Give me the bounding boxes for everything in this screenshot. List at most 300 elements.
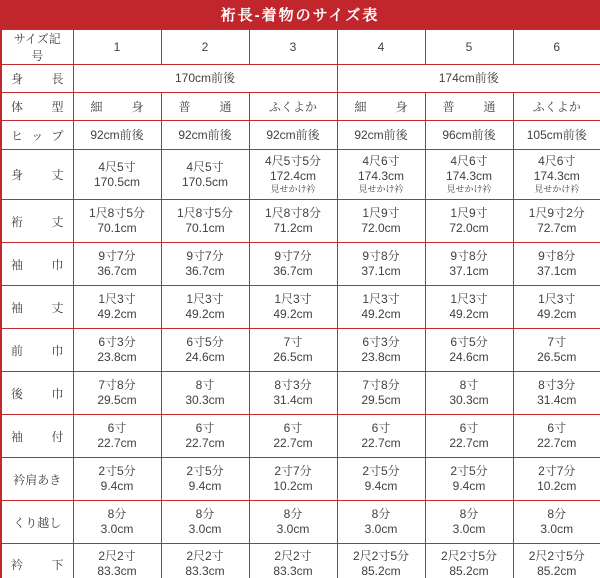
cell-value-sun: 8分 (107, 507, 127, 521)
table-cell (425, 93, 513, 121)
row-label (2, 213, 73, 230)
cell-value-sun: 6寸 (371, 421, 391, 435)
row-label-cell (1, 286, 73, 329)
table-cell (161, 415, 249, 458)
cell-value-cm: 23.8cm (97, 350, 137, 364)
table-cell (249, 415, 337, 458)
cell-value-sun: 6寸5分 (186, 335, 224, 349)
row-label (2, 342, 73, 359)
table-row (1, 415, 600, 458)
cell-value-sun: 1尺9寸2分 (528, 206, 585, 220)
cell-value-cm: 85.2cm (361, 564, 401, 578)
cell-value-cm: 83.3cm (273, 564, 313, 578)
table-row (1, 458, 600, 501)
cell-value-sun: 8寸3分 (274, 378, 312, 392)
cell-note: 見せかけ衿 (270, 184, 316, 194)
row-label-text: 身 (11, 168, 24, 182)
cell-text (514, 98, 600, 115)
cell-value-sun: 6寸3分 (98, 335, 136, 349)
table-row (1, 150, 600, 200)
cell-value-sun: 2寸5分 (450, 464, 488, 478)
cell-value-cm: 3.0cm (540, 522, 574, 536)
table-cell (249, 501, 337, 544)
cell-text (338, 98, 425, 115)
row-label (2, 98, 73, 115)
row-label-text: 巾 (51, 257, 64, 272)
table-cell (73, 415, 161, 458)
table-cell (249, 243, 337, 286)
cell-value-cm: 26.5cm (537, 350, 577, 364)
cell-value-sun: 1尺8寸8分 (264, 206, 322, 220)
table-cell (513, 372, 600, 415)
cell-value-sun: 2 (201, 39, 209, 54)
table-cell (513, 329, 600, 372)
cell-value-sun: 8分 (283, 507, 303, 521)
table-cell (425, 501, 513, 544)
cell-value-cm: 3.0cm (276, 522, 310, 536)
cell-value-sun: 9寸8分 (538, 249, 576, 263)
cell-value-sun: 6寸3分 (362, 335, 400, 349)
cell-value-sun: 8寸 (195, 378, 215, 392)
table-cell (73, 544, 161, 578)
cell-value-sun: 1尺3寸 (450, 292, 488, 306)
cell-value-cm: 83.3cm (185, 564, 225, 578)
table-cell (337, 458, 425, 501)
cell-text-segment: ふくよか (268, 100, 317, 114)
table-cell (513, 243, 600, 286)
cell-value-sun: 2尺2寸 (98, 549, 136, 564)
table-cell (161, 150, 249, 200)
cell-value-sun: 1尺3寸 (538, 292, 576, 306)
row-label-text: くり越し (13, 515, 62, 530)
table-cell (337, 200, 425, 243)
cell-value-cm: 174.3cm (357, 169, 405, 183)
cell-value-cm: 22.7cm (97, 436, 137, 450)
row-label-text: 前 (11, 343, 24, 358)
cell-value-cm: 3.0cm (100, 522, 134, 536)
cell-text-segment: 細 (354, 100, 367, 114)
cell-value-cm: 24.6cm (449, 350, 489, 364)
cell-value-cm: 23.8cm (361, 350, 401, 364)
row-label-cell (1, 544, 73, 578)
table-cell (161, 544, 249, 578)
cell-value-sun: 92cm前後 (90, 127, 144, 142)
table-cell (73, 29, 161, 65)
row-label-text: 身 (11, 72, 24, 86)
cell-value-cm: 9.4cm (364, 479, 398, 493)
row-label-cell (1, 150, 73, 200)
table-cell (337, 93, 425, 121)
row-label-text: ヒ (11, 128, 24, 143)
cell-value-cm: 29.5cm (97, 393, 137, 407)
cell-value-sun: 4 (377, 39, 385, 54)
table-row (1, 29, 600, 65)
row-label-cell (1, 243, 73, 286)
table-cell (73, 93, 161, 121)
table-cell (337, 501, 425, 544)
cell-value-cm: 29.5cm (361, 393, 401, 407)
row-label-text: 型 (51, 100, 64, 114)
cell-value-cm: 24.6cm (185, 350, 225, 364)
cell-value-cm: 172.4cm (269, 169, 317, 183)
table-cell (249, 29, 337, 65)
cell-value-sun: 7寸 (547, 335, 567, 349)
table-cell (425, 329, 513, 372)
table-cell (161, 200, 249, 243)
table-cell (513, 458, 600, 501)
cell-value-sun: 1尺3寸 (98, 292, 136, 306)
cell-value-sun: 7寸8分 (98, 378, 136, 392)
row-label-text: 巾 (51, 343, 64, 358)
row-label (2, 70, 73, 87)
cell-value-sun: 1尺3寸 (362, 292, 400, 306)
cell-value-cm: 72.7cm (537, 221, 577, 235)
cell-value-sun: 4尺5寸 (186, 159, 224, 174)
table-cell (73, 286, 161, 329)
table-cell (161, 121, 249, 150)
table-row (1, 121, 600, 150)
table-cell (425, 121, 513, 150)
row-label (2, 471, 73, 488)
cell-value-cm: 22.7cm (361, 436, 401, 450)
table-cell (161, 501, 249, 544)
table-cell (73, 329, 161, 372)
cell-value-cm: 36.7cm (185, 264, 225, 278)
table-cell (249, 121, 337, 150)
table-row (1, 200, 600, 243)
table-row (1, 93, 600, 121)
cell-value-cm: 37.1cm (361, 264, 401, 278)
table-cell (337, 29, 425, 65)
table-cell (337, 150, 425, 200)
cell-value-sun: 8寸 (459, 378, 479, 392)
cell-value-sun: 1尺8寸5分 (176, 206, 234, 220)
cell-text (426, 98, 513, 115)
cell-value-sun: 92cm前後 (178, 127, 232, 142)
cell-text-segment: 普 (442, 100, 455, 114)
row-label-cell (1, 501, 73, 544)
table-cell (73, 372, 161, 415)
cell-value-sun: 2尺2寸5分 (440, 549, 498, 564)
cell-value-sun: 9寸8分 (362, 249, 400, 263)
cell-value-sun: 7寸8分 (362, 378, 400, 392)
row-label (2, 556, 73, 573)
table-cell (161, 458, 249, 501)
row-label (2, 166, 73, 183)
cell-value-sun: 5 (465, 39, 473, 54)
cell-text (162, 98, 249, 115)
page-title: 裄長-着物のサイズ表 (0, 0, 600, 28)
cell-value-sun: 6寸 (283, 421, 303, 435)
table-cell (73, 121, 161, 150)
cell-value-cm: 9.4cm (100, 479, 134, 493)
cell-value-cm: 85.2cm (449, 564, 489, 578)
table-cell (73, 65, 337, 93)
table-cell (73, 458, 161, 501)
cell-value-sun: 2尺2寸 (186, 549, 224, 564)
cell-value-sun: 92cm前後 (266, 127, 320, 142)
row-label-text: プ (51, 128, 64, 143)
cell-value-sun: 2寸5分 (186, 464, 224, 478)
table-cell (249, 372, 337, 415)
table-row (1, 544, 600, 578)
cell-value-cm: 49.2cm (273, 307, 313, 321)
table-cell (337, 544, 425, 578)
table-cell (513, 29, 600, 65)
row-label-text: 下 (51, 557, 64, 572)
cell-text-segment: 普 (178, 100, 191, 114)
table-cell (249, 458, 337, 501)
cell-value-cm: 83.3cm (97, 564, 137, 578)
cell-value-cm: 49.2cm (449, 307, 489, 321)
cell-value-cm: 22.7cm (537, 436, 577, 450)
cell-value-sun: 8寸3分 (538, 378, 576, 392)
row-label-text: 丈 (51, 168, 64, 182)
table-cell (337, 121, 425, 150)
cell-note: 見せかけ衿 (358, 184, 404, 194)
row-label-text: 裄 (11, 214, 24, 229)
cell-value-cm: 30.3cm (185, 393, 225, 407)
row-label-text: 丈 (51, 300, 64, 315)
cell-value-cm: 72.0cm (449, 221, 489, 235)
cell-value-sun: 92cm前後 (354, 127, 408, 142)
table-cell (425, 372, 513, 415)
cell-value-cm: 49.2cm (361, 307, 401, 321)
cell-value-cm: 70.1cm (185, 221, 225, 235)
cell-value-cm: 174.3cm (445, 169, 493, 183)
table-cell (73, 501, 161, 544)
row-label-text: 衿 (11, 557, 24, 572)
table-cell (249, 93, 337, 121)
size-table (0, 28, 600, 578)
cell-value-sun: 2尺2寸5分 (528, 549, 585, 564)
cell-value-sun: 2寸7分 (538, 464, 576, 478)
table-row (1, 286, 600, 329)
cell-value-cm: 9.4cm (452, 479, 486, 493)
table-cell (73, 150, 161, 200)
row-label (2, 127, 73, 144)
table-cell (513, 544, 600, 578)
table-row (1, 243, 600, 286)
row-label-cell (1, 415, 73, 458)
row-label-text: サイズ記号 (13, 32, 61, 63)
table-cell (337, 329, 425, 372)
cell-value-cm: 49.2cm (185, 307, 225, 321)
cell-value-cm: 22.7cm (273, 436, 313, 450)
cell-value-sun: 3 (289, 39, 297, 54)
table-cell (337, 286, 425, 329)
cell-value-sun: 2尺2寸5分 (352, 549, 410, 564)
cell-value-sun: 1尺3寸 (186, 292, 224, 306)
row-label-cell (1, 329, 73, 372)
cell-value-sun: 8分 (195, 507, 215, 521)
cell-value-sun: 174cm前後 (438, 71, 499, 85)
row-label-cell (1, 372, 73, 415)
table-row (1, 329, 600, 372)
table-cell (513, 150, 600, 200)
row-label (2, 299, 73, 316)
cell-value-sun: 9寸8分 (450, 249, 488, 263)
cell-value-sun: 8分 (547, 507, 567, 521)
table-cell (249, 544, 337, 578)
cell-note: 見せかけ衿 (534, 184, 580, 194)
row-label-cell (1, 121, 73, 150)
cell-value-sun: 7寸 (283, 335, 303, 349)
table-cell (513, 501, 600, 544)
cell-value-cm: 26.5cm (273, 350, 313, 364)
table-row (1, 372, 600, 415)
cell-value-cm: 85.2cm (537, 564, 577, 578)
cell-value-sun: 1尺9寸 (362, 206, 400, 220)
row-label-cell (1, 458, 73, 501)
cell-value-sun: 170cm前後 (174, 71, 236, 85)
table-row (1, 65, 600, 93)
cell-value-cm: 3.0cm (188, 522, 222, 536)
cell-text-segment: 細 (90, 100, 103, 114)
cell-value-sun: 2尺2寸 (274, 549, 312, 564)
cell-value-cm: 72.0cm (361, 221, 401, 235)
table-cell (337, 372, 425, 415)
cell-value-sun: 4尺6寸 (538, 154, 576, 168)
table-cell (425, 544, 513, 578)
cell-value-cm: 31.4cm (537, 393, 577, 407)
cell-value-cm: 10.2cm (273, 479, 313, 493)
cell-value-cm: 9.4cm (188, 479, 222, 493)
cell-value-sun: 105cm前後 (526, 127, 587, 142)
row-label-cell (1, 65, 73, 93)
row-label-cell (1, 200, 73, 243)
table-cell (161, 93, 249, 121)
cell-value-sun: 1 (113, 39, 121, 54)
cell-value-cm: 49.2cm (537, 307, 577, 321)
table-cell (337, 415, 425, 458)
row-label-text: 後 (11, 386, 24, 401)
row-label-text: 巾 (51, 386, 64, 401)
cell-value-sun: 96cm前後 (442, 127, 496, 142)
cell-note: 見せかけ衿 (446, 184, 492, 194)
cell-value-sun: 1尺9寸 (450, 206, 488, 220)
cell-value-cm: 37.1cm (449, 264, 489, 278)
table-cell (513, 93, 600, 121)
cell-value-sun: 8分 (459, 507, 479, 521)
table-cell (425, 29, 513, 65)
row-label-text: 長 (51, 72, 64, 86)
cell-value-sun: 6寸 (459, 421, 479, 435)
table-cell (425, 200, 513, 243)
cell-value-sun: 9寸7分 (98, 249, 136, 263)
row-label (2, 514, 73, 531)
cell-value-sun: 4尺5寸5分 (264, 154, 322, 168)
cell-text (250, 98, 337, 115)
table-cell (161, 29, 249, 65)
cell-value-cm: 37.1cm (537, 264, 577, 278)
cell-value-cm: 36.7cm (97, 264, 137, 278)
cell-value-cm: 22.7cm (449, 436, 489, 450)
cell-value-sun: 6寸 (547, 421, 567, 435)
cell-value-sun: 6寸5分 (450, 335, 488, 349)
table-cell (73, 200, 161, 243)
row-label-text: 袖 (11, 300, 24, 315)
table-cell (425, 415, 513, 458)
table-cell (513, 415, 600, 458)
table-cell (249, 200, 337, 243)
cell-text-segment: 身 (395, 100, 408, 114)
cell-value-sun: 6寸 (195, 421, 215, 435)
cell-text-segment: 身 (131, 100, 144, 114)
table-row (1, 501, 600, 544)
cell-value-sun: 8分 (371, 507, 391, 521)
table-cell (249, 286, 337, 329)
cell-value-cm: 30.3cm (449, 393, 489, 407)
cell-value-cm: 3.0cm (364, 522, 398, 536)
row-label-text: 衿肩あき (13, 472, 62, 487)
cell-value-sun: 6寸 (107, 421, 127, 435)
table-cell (513, 200, 600, 243)
row-label-text: 袖 (11, 257, 24, 272)
cell-value-sun: 2寸7分 (274, 464, 312, 478)
row-label (2, 30, 73, 64)
table-cell (73, 243, 161, 286)
cell-value-sun: 1尺3寸 (274, 292, 312, 306)
table-cell (161, 243, 249, 286)
cell-text-segment: ふくよか (532, 100, 581, 114)
cell-value-cm: 71.2cm (273, 221, 313, 235)
cell-value-cm: 10.2cm (537, 479, 577, 493)
cell-value-cm: 22.7cm (185, 436, 225, 450)
table-cell (425, 150, 513, 200)
cell-text-segment: 通 (219, 100, 232, 114)
cell-text-segment: 通 (483, 100, 496, 114)
table-cell (425, 243, 513, 286)
cell-value-sun: 4尺6寸 (362, 154, 400, 168)
table-cell (161, 372, 249, 415)
row-label-cell (1, 29, 73, 65)
table-cell (425, 286, 513, 329)
row-label-text: ッ (31, 128, 44, 143)
row-label-cell (1, 93, 73, 121)
row-label-text: 袖 (11, 429, 24, 444)
row-label (2, 256, 73, 273)
cell-value-cm: 170.5cm (93, 174, 141, 189)
cell-value-cm: 49.2cm (97, 307, 137, 321)
cell-text (74, 98, 161, 115)
table-cell (249, 150, 337, 200)
table-cell (513, 286, 600, 329)
cell-value-cm: 3.0cm (452, 522, 486, 536)
table-cell (337, 243, 425, 286)
size-table-body (1, 29, 600, 578)
cell-value-cm: 70.1cm (97, 221, 137, 235)
table-cell (249, 329, 337, 372)
table-cell (513, 121, 600, 150)
cell-value-sun: 9寸7分 (186, 249, 224, 263)
row-label (2, 428, 73, 445)
cell-value-sun: 2寸5分 (362, 464, 400, 478)
row-label (2, 385, 73, 402)
table-cell (161, 286, 249, 329)
table-cell (425, 458, 513, 501)
table-cell (161, 329, 249, 372)
cell-value-sun: 4尺5寸 (98, 159, 136, 174)
row-label-text: 丈 (51, 214, 64, 229)
cell-value-sun: 4尺6寸 (450, 154, 488, 168)
cell-value-cm: 170.5cm (181, 174, 229, 189)
table-cell (337, 65, 600, 93)
cell-value-sun: 6 (553, 39, 561, 54)
cell-value-cm: 174.3cm (533, 169, 580, 183)
cell-value-sun: 9寸7分 (274, 249, 312, 263)
cell-value-cm: 36.7cm (273, 264, 313, 278)
